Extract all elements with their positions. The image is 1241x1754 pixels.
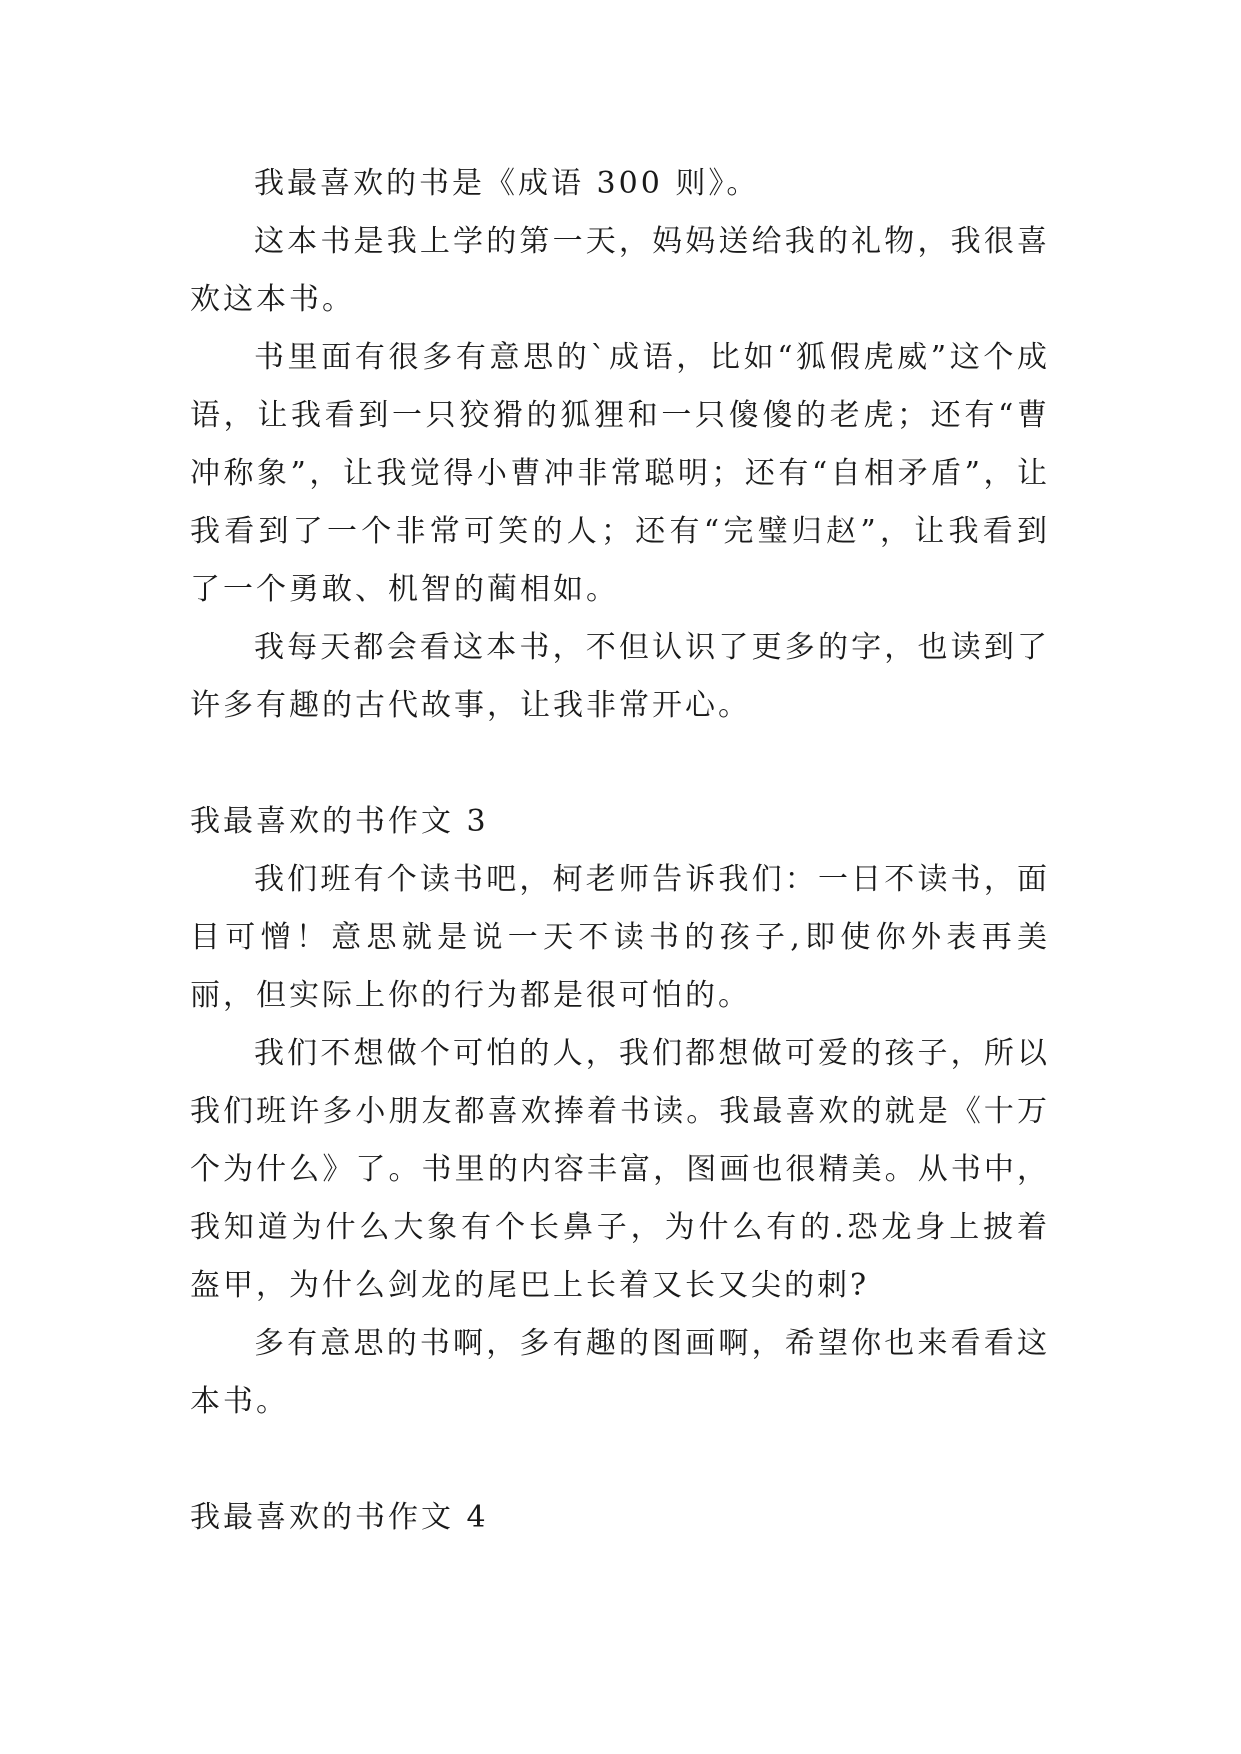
paragraph-6: 我们不想做个可怕的人，我们都想做可爱的孩子，所以我们班许多小朋友都喜欢捧着书读。我最喜欢的就是《十万个为什么》了。书里的内容丰富，图画也很精美。从书中，我知道为什么大象有个长鼻子，为什么有的.恐龙身上披着盔甲，为什么剑龙的尾巴上长着又长又尖的刺? [190,1036,1050,1303]
section-heading-4: 我最喜欢的书作文 4 [190,1500,489,1535]
document-body [190,155,1050,1547]
paragraph-3: 书里面有很多有意思的`成语，比如“狐假虎威”这个成语，让我看到一只狡猾的狐狸和一只傻傻的老虎；还有“曹冲称象”，让我觉得小曹冲非常聪明；还有“自相矛盾”，让我看到了一个非常可笑的人；还有“完璧归赵”，让我看到了一个勇敢、机智的蔺相如。 [190,340,1050,607]
paragraph-2: 这本书是我上学的第一天，妈妈送给我的礼物，我很喜欢这本书。 [190,224,1050,317]
paragraph-7: 多有意思的书啊，多有趣的图画啊，希望你也来看看这本书。 [190,1326,1050,1419]
paragraph-5: 我们班有个读书吧，柯老师告诉我们：一日不读书，面目可憎！意思就是说一天不读书的孩子,即使你外表再美丽，但实际上你的行为都是很可怕的。 [190,862,1050,1013]
paragraph-1: 我最喜欢的书是《成语 300 则》。 [254,166,760,201]
paragraph-4: 我每天都会看这本书，不但认识了更多的字，也读到了许多有趣的古代故事，让我非常开心。 [190,630,1050,723]
section-heading-3: 我最喜欢的书作文 3 [190,804,489,839]
